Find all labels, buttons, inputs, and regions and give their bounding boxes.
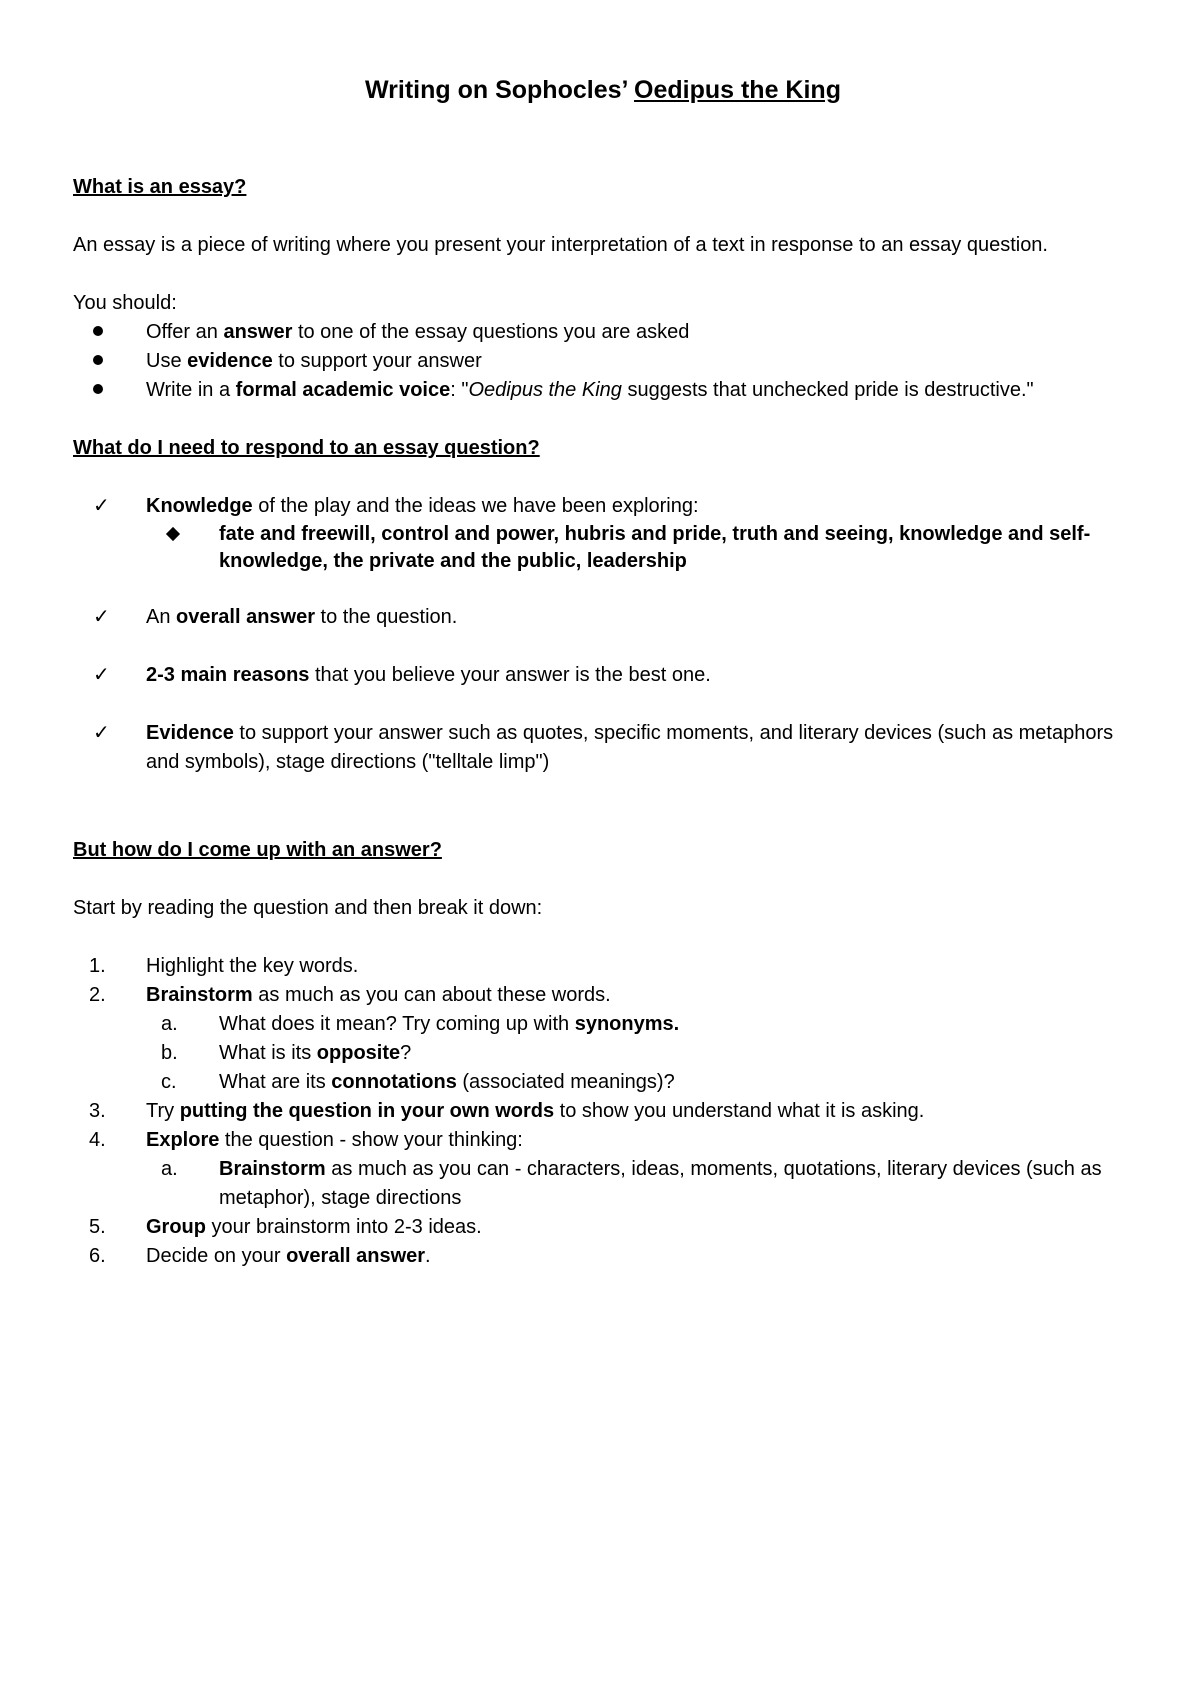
numbered-item: 6. Decide on your overall answer.: [89, 1245, 431, 1267]
list-item: Use evidence to support your answer: [73, 347, 1133, 376]
check-icon: ✓: [93, 664, 110, 686]
section-intro: Start by reading the question and then break it down:: [73, 897, 543, 919]
page-title: [73, 70, 1133, 110]
bullet-dot-icon: [93, 347, 113, 376]
list-item: Write in a formal academic voice: "Oedipus the King suggests that unchecked pride is destructive.": [73, 376, 1133, 405]
heading-how-come-up-answer: But how do I come up with an answer?: [73, 839, 442, 861]
checklist-item: ✓ Knowledge of the play and the ideas we have been exploring:: [73, 492, 1133, 521]
check-icon: ✓: [93, 606, 110, 628]
checklist-item: ✓ An overall answer to the question.: [73, 603, 1133, 632]
check-icon: ✓: [93, 722, 110, 744]
numbered-item: 1. Highlight the key words.: [89, 955, 359, 977]
you-should-label: You should:: [73, 292, 177, 314]
checklist-item: ✓ 2-3 main reasons that you believe your answer is the best one.: [73, 661, 1133, 690]
numbered-item: 3. Try putting the question in your own words to show you understand what it is asking.: [89, 1100, 925, 1122]
list-item: Offer an answer to one of the essay questions you are asked: [73, 318, 1133, 347]
bullet-dot-icon: [93, 376, 113, 405]
heading-what-do-i-need: What do I need to respond to an essay question?: [73, 437, 540, 459]
lettered-item: a. What does it mean? Try coming up with synonyms.: [161, 1013, 680, 1035]
diamond-bullet-icon: [166, 521, 186, 550]
bullet-dot-icon: [93, 318, 113, 347]
numbered-item: 4. Explore the question - show your thinking:: [89, 1129, 523, 1151]
numbered-item: 2. Brainstorm as much as you can about these words.: [89, 984, 611, 1006]
essay-definition: An essay is a piece of writing where you present your interpretation of a text in response to an essay question.: [73, 234, 1048, 256]
lettered-item: a. Brainstorm as much as you can - characters, ideas, moments, quotations, literary devices (such as metaphor), stage directions: [161, 1158, 1102, 1209]
numbered-item: 5. Group your brainstorm into 2-3 ideas.: [89, 1216, 482, 1238]
check-icon: ✓: [93, 495, 110, 517]
checklist-subitem: fate and freewill, control and power, hubris and pride, truth and seeing, knowledge and self-knowledge, the private and the public, leadership: [73, 521, 1133, 575]
lettered-item: b. What is its opposite?: [161, 1042, 412, 1064]
lettered-item: c. What are its connotations (associated meanings)?: [161, 1071, 675, 1093]
title-work: Oedipus the King: [634, 76, 841, 104]
document-page: [73, 70, 1133, 1271]
heading-what-is-essay: What is an essay?: [73, 176, 247, 198]
checklist-item: ✓ Evidence to support your answer such as quotes, specific moments, and literary devices (such as metaphors and symbols), stage directions ("telltale limp"): [73, 719, 1133, 777]
title-prefix: Writing on Sophocles’: [365, 76, 635, 104]
